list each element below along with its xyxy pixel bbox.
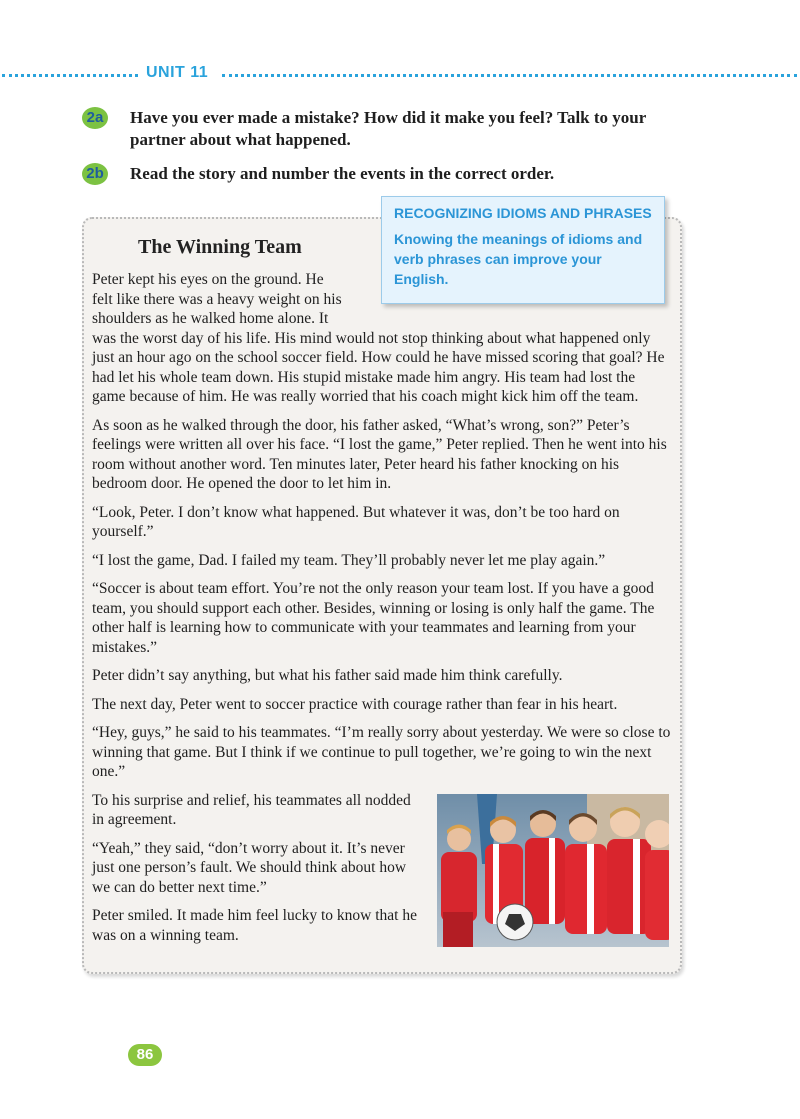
- story-paragraph-10: “Yeah,” they said, “don’t worry about it. It’s never just one person’s fault. We should think about how we can do better next time.”: [92, 839, 407, 896]
- dotted-rule-right: [222, 74, 797, 77]
- story-paragraph-1-rest: was the worst day of his life. His mind would not stop thinking about what happened only just an hour ago on the school soccer field. How could he have missed scoring that goal? He had let his whole team down. His stupid mistake made him angry. His team had lost the game because of him. He was really worried that his coach might kick him off the team.: [92, 329, 665, 405]
- tip-body: Knowing the meanings of idioms and verb phrases can improve your English.: [394, 231, 643, 287]
- tip-title: RECOGNIZING IDIOMS AND PHRASES: [394, 205, 652, 221]
- activity-2a: [82, 107, 702, 153]
- unit-label: UNIT 11: [146, 64, 209, 81]
- activity-badge-2a: 2a: [82, 107, 108, 129]
- story-title: The Winning Team: [138, 236, 302, 258]
- story-paragraph-5: “Soccer is about team effort. You’re not the only reason your team lost. If you have a good team, you should support each other. Besides, winning or losing is only half the game. The other half is learning how to communicate with your teammates and learning from your mistakes.”: [92, 580, 655, 656]
- page-number: 86: [128, 1044, 162, 1066]
- story-line: shoulders as he walked home alone. It: [92, 310, 329, 327]
- story-line: Peter kept his eyes on the ground. He: [92, 271, 324, 288]
- unit-header: [0, 64, 800, 86]
- story-paragraph-6: Peter didn’t say anything, but what his father said made him think carefully.: [92, 667, 563, 684]
- story-paragraph-8: “Hey, guys,” he said to his teammates. “I’m really sorry about yesterday. We were so close to winning that game. But I think if we continue to pull together, we’re going to win the next one.”: [92, 724, 671, 780]
- story-paragraph-3: “Look, Peter. I don’t know what happened. But whatever it was, don’t be too hard on yourself.”: [92, 503, 620, 540]
- story-paragraph-2: As soon as he walked through the door, his father asked, “What’s wrong, son?” Peter’s feelings were written all over his face. “I lost the game,” Peter replied. Then he went into his room without another word. Ten minutes later, Peter heard his father knocking on his bedroom door. He opened the door to let him in.: [92, 416, 667, 492]
- activity-2b: [82, 163, 702, 187]
- story-line: felt like there was a heavy weight on his: [92, 290, 342, 308]
- story-paragraph-11: Peter smiled. It made him feel lucky to know that he was on a winning team.: [92, 907, 417, 944]
- story-paragraph-4: “I lost the game, Dad. I failed my team. They’ll probably never let me play again.”: [92, 551, 606, 569]
- soccer-team-illustration: [437, 794, 669, 947]
- soccer-team-photo: [437, 794, 669, 947]
- story-paragraph-9: To his surprise and relief, his teammates all nodded in agreement.: [92, 791, 411, 828]
- activity-badge-2b: 2b: [82, 163, 108, 185]
- dotted-rule-left: [2, 74, 138, 77]
- story-paragraph-1: [92, 270, 672, 407]
- story-paragraph-7: The next day, Peter went to soccer practice with courage rather than fear in his heart.: [92, 695, 618, 713]
- activity-instruction-2b: Read the story and number the events in the correct order.: [130, 164, 555, 183]
- activity-instruction-2a: Have you ever made a mistake? How did it make you feel? Talk to your partner about what happened.: [130, 108, 646, 149]
